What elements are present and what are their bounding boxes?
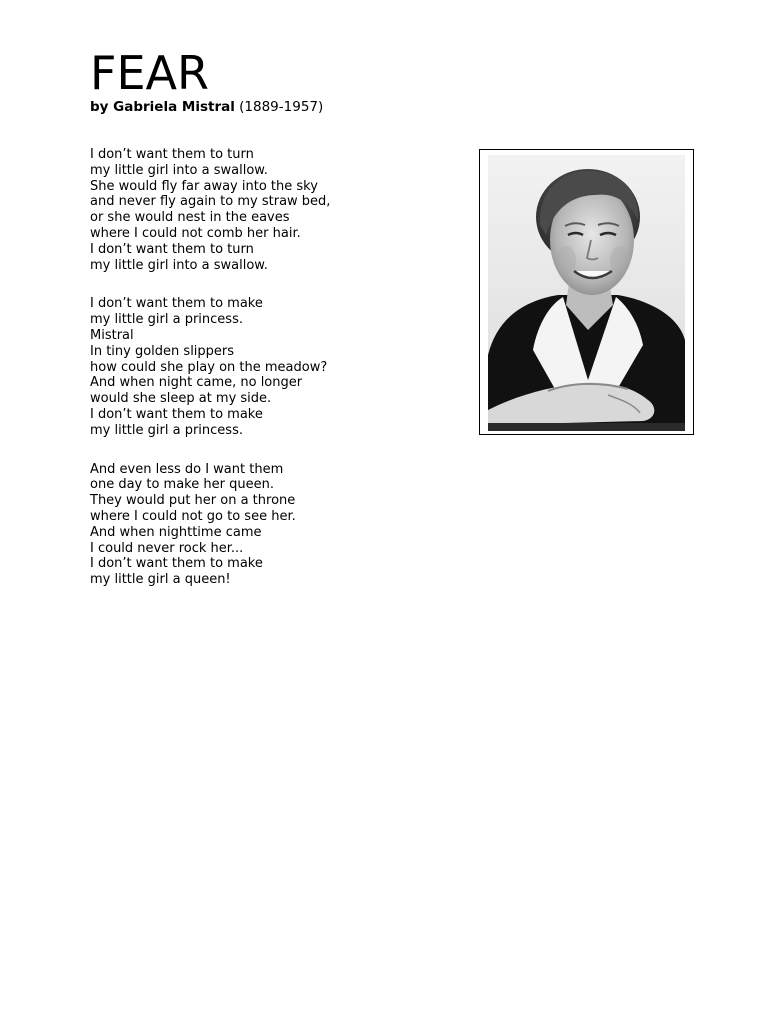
poem-line: And when nighttime came: [90, 524, 262, 540]
poem-line: where I could not go to see her.: [90, 508, 296, 524]
poem-line: She would fly far away into the sky: [90, 178, 318, 194]
stanza-3: [90, 462, 450, 588]
poem-line: I don’t want them to turn: [90, 147, 254, 162]
portrait-frame: [479, 149, 694, 435]
portrait-photo-icon: [488, 155, 685, 431]
stanza-2: [90, 296, 450, 438]
poem-line: I don’t want them to make: [90, 296, 263, 312]
poem-line: my little girl a princess.: [90, 312, 243, 328]
poem-line: They would put her on a throne: [90, 493, 296, 509]
byline-prefix: by: [90, 99, 114, 115]
poem-body: [90, 147, 450, 611]
poem-line: would she sleep at my side.: [90, 391, 272, 407]
byline: [90, 98, 323, 116]
poem-line: I could never rock her...: [90, 540, 244, 556]
portrait-photo: [488, 155, 685, 431]
poem-line: my little girl into a swallow.: [90, 257, 268, 273]
poem-line: my little girl a princess.: [90, 422, 243, 438]
poem-line: how could she play on the meadow?: [90, 359, 328, 375]
poem-line: one day to make her queen.: [90, 477, 274, 493]
poem-line: I don’t want them to turn: [90, 241, 254, 257]
poem-line: And when night came, no longer: [90, 375, 303, 391]
poem-line: and never fly again to my straw bed,: [90, 194, 331, 210]
poem-line: Mistral: [90, 327, 134, 343]
poem-line: I don’t want them to make: [90, 556, 263, 572]
stanza-1: [90, 147, 450, 273]
author-name: Gabriela Mistral: [113, 99, 235, 115]
author-dates: (1889-1957): [234, 99, 324, 115]
poem-line: And even less do I want them: [90, 461, 284, 477]
poem-line: my little girl into a swallow.: [90, 162, 268, 178]
poem-title: FEAR: [90, 46, 209, 100]
poem-line: or she would nest in the eaves: [90, 210, 290, 226]
poem-line: my little girl a queen!: [90, 572, 231, 588]
poem-line: where I could not comb her hair.: [90, 225, 301, 241]
poem-line: In tiny golden slippers: [90, 343, 235, 359]
poem-line: I don’t want them to make: [90, 406, 263, 422]
